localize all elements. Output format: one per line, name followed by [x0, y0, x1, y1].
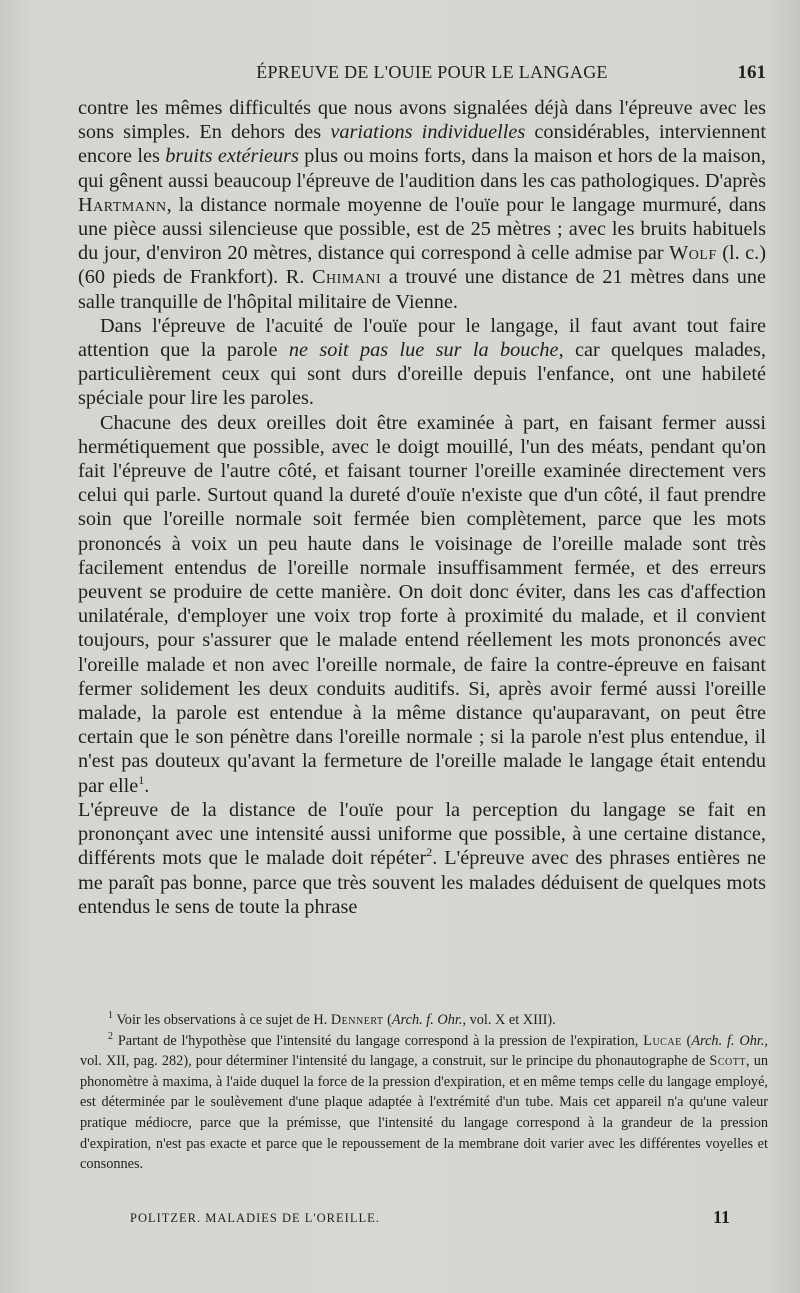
- paragraph-3: [78, 411, 766, 798]
- footnote-marker: 2: [108, 1030, 113, 1042]
- page-footer: [130, 1205, 730, 1235]
- text-run: L'épreuve de la distance de l'ouïe pour la perception du langage se fait en prononçant avec une intensité aussi uniforme que possible, à une certaine distance, différents mots que le malade doit répéter: [78, 798, 766, 870]
- italic-term: bruits extérieurs: [165, 145, 299, 168]
- body-text: [78, 96, 766, 919]
- footnote-marker: 1: [108, 1010, 113, 1022]
- text-run: (l. c.) (60 pieds de Frankfort). R.: [78, 242, 766, 289]
- author-name: Scott: [709, 1053, 746, 1070]
- text-run: Chacune des deux oreilles doit être examinée à part, en faisant fermer aussi hermétiquement que possible, avec le doigt mouillé, l'un des méats, pendant qu'on fait l'épreuve de l'autre côté, et faisant tourner l'oreille examinée directement vers celui qui parle. Surtout quand la dureté d'ouïe n'existe que d'un côté, il faut prendre soin que l'oreille normale soit fermée bien complètement, parce que les mots prononcés à voix un peu haute dans le voisinage de l'oreille malade sont très facilement entendus de l'oreille normale insuffisamment fermée, et des erreurs peuvent se produire de cette manière. On doit donc éviter, dans les cas d'affection unilatérale, d'employer une voix trop forte à proximité du malade, et il convient toujours, pour s'assurer que le malade entend réellement les mots prononcés avec l'oreille malade et non avec l'oreille normale, de faire la contre-épreuve en faisant fermer solidement les deux conduits auditifs. Si, après avoir fermé aussi l'oreille malade, la parole est entendue à la même distance qu'auparavant, on peut être certain que le son pénètre dans l'oreille normale ; si la parole n'est plus entendue, il n'est pas douteux qu'avant la fermeture de l'oreille malade le langage était entendu par elle: [78, 411, 766, 797]
- text-run: contre les mêmes difficultés que nous avons signalées déjà dans l'épreuve avec les sons simples. En dehors des: [78, 97, 766, 144]
- paragraph-1: [78, 96, 766, 314]
- text-run: , un phonomètre à maxima, à l'aide duquel la force de la pression d'expiration, et en même temps celle du langage employé, est déterminée par le soulèvement d'une plaque adaptée à l'extrémité d'un tube. Mais cet appareil n'a qu'une valeur pratique médiocre, parce que la prémisse, que l'intensité du langage correspond à la grandeur de la pression d'expiration, n'est pas exacte et parce que le repoussement de la membrane doit varier avec les différentes voyelles et consonnes.: [80, 1053, 768, 1173]
- text-run: , vol. X et XIII).: [462, 1012, 556, 1028]
- author-name: Hartmann: [78, 193, 167, 216]
- author-name: Lucae: [643, 1032, 682, 1049]
- footnotes: [80, 1010, 768, 1175]
- author-name: Wolf: [669, 242, 717, 265]
- running-head: ÉPREUVE DE L'OUIE POUR LE LANGAGE: [256, 62, 608, 82]
- sheet-number: 11: [712, 1207, 730, 1227]
- author-name: Dennert: [330, 1012, 384, 1028]
- text-run: Voir les observations à ce sujet de H.: [113, 1012, 331, 1028]
- text-run: Partant de l'hypothèse que l'intensité du langage correspond à la pression de l'expiration,: [113, 1032, 644, 1049]
- text-run: , vol. XII, pag. 282), pour déterminer l'intensité du langage, a construit, sur le principe du phonautographe de: [80, 1032, 768, 1070]
- page-number: 161: [737, 62, 766, 83]
- text-run: Dans l'épreuve de l'acuité de l'ouïe pour le langage, il faut avant tout faire attention que la parole: [78, 314, 766, 362]
- journal-title: Arch. f. Ohr.: [391, 1012, 463, 1028]
- author-name: Chimani: [312, 266, 382, 289]
- paragraph-4: [78, 798, 766, 919]
- journal-title: Arch. f. Ohr.: [691, 1032, 765, 1049]
- text-run: , car quelques malades, particulièrement ceux qui sont durs d'oreille depuis l'enfance, ont une habileté spéciale pour lire les paroles.: [78, 339, 766, 410]
- text-run: (: [383, 1012, 392, 1028]
- paragraph-2: [78, 314, 766, 411]
- text-run: considérables, interviennent encore les: [78, 121, 766, 168]
- text-run: .: [144, 774, 150, 797]
- footnote-ref-1[interactable]: 1: [138, 772, 145, 787]
- text-run: a trouvé une distance de 21 mètres dans une salle tranquille de l'hôpital militaire de Vienne.: [78, 266, 766, 313]
- footnote-2: [80, 1031, 768, 1175]
- footnote-ref-2[interactable]: 2: [426, 845, 433, 860]
- text-run: . L'épreuve avec des phrases entières ne me paraît pas bonne, parce que très souvent les malades déduisent de quelques mots entendus le sens de toute la phrase: [78, 847, 766, 918]
- page-header: [78, 58, 766, 88]
- text-run: (: [681, 1032, 692, 1049]
- printer-signature: POLITZER. MALADIES DE L'OREILLE.: [130, 1211, 380, 1225]
- italic-term: ne soit pas lue sur la bouche: [288, 339, 559, 362]
- footnote-1: [80, 1010, 768, 1031]
- italic-term: variations individuelles: [330, 121, 526, 144]
- text-run: , la distance normale moyenne de l'ouïe pour le langage murmuré, dans une pièce aussi silencieuse que possible, est de 25 mètres ; avec les bruits habituels du jour, d'environ 20 mètres, distance qui correspond à celle admise par: [78, 193, 766, 265]
- text-run: plus ou moins forts, dans la maison et hors de la maison, qui gênent aussi beaucoup l'épreuve de l'audition dans les cas pathologiques. D'après: [78, 145, 766, 192]
